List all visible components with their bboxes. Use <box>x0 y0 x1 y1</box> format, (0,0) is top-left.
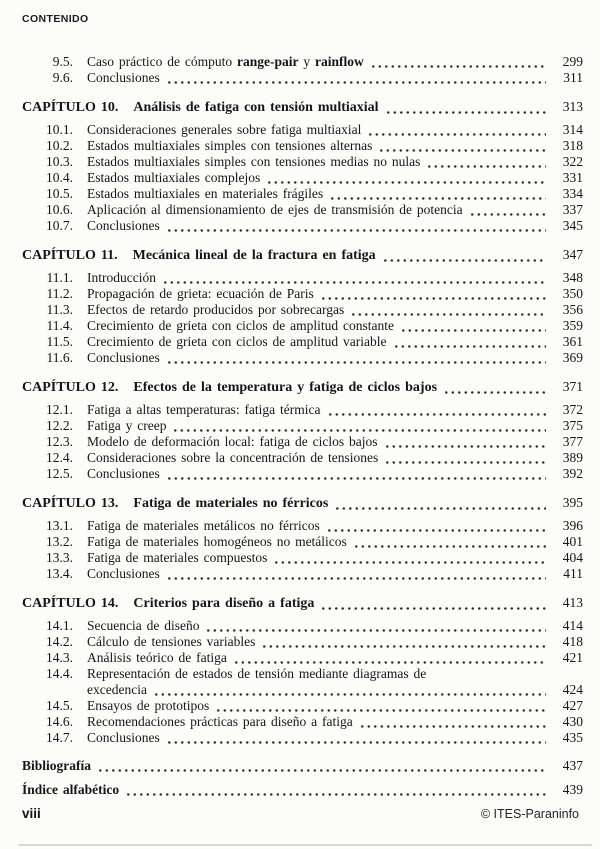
entry-title-run: Estados multiaxiales complejos <box>87 170 261 185</box>
dot-leader <box>168 81 546 84</box>
dot-leader <box>336 507 546 510</box>
page-number: 401 <box>562 534 583 549</box>
chapter-heading <box>22 379 583 396</box>
toc-entry <box>22 54 583 70</box>
toc-entry <box>22 302 583 318</box>
entry-title-run: Conclusiones <box>87 350 160 365</box>
dot-leader <box>329 413 546 416</box>
entry-title <box>87 318 394 334</box>
chapter-label: CAPÍTULO 11. <box>22 248 118 263</box>
entry-title-run: Estados multiaxiales simples con tensiones alternas <box>87 138 373 153</box>
scan-edge-artifact <box>18 844 592 846</box>
entry-title-run: Ensayos de prototipos <box>87 698 210 713</box>
dot-leader <box>352 313 546 316</box>
dot-leader <box>268 181 546 184</box>
page-number: 311 <box>563 70 583 85</box>
entry-number: 10.1. <box>46 122 73 137</box>
entry-title <box>87 186 323 202</box>
dot-leader <box>471 213 546 216</box>
entry-title-run: Estados multiaxiales en materiales frágiles <box>87 186 324 201</box>
entry-number: 10.5. <box>46 186 73 201</box>
entry-title-run: Conclusiones <box>87 70 160 85</box>
dot-leader <box>380 149 546 152</box>
toc-entry <box>22 450 583 466</box>
back-matter <box>22 758 583 798</box>
entry-title-run: Representación de estados de tensión mediante diagramas de <box>87 666 427 681</box>
entry-title <box>87 350 160 366</box>
toc-group <box>22 247 583 366</box>
dot-leader <box>386 461 546 464</box>
page-number: 395 <box>562 495 583 510</box>
page-number: 389 <box>562 450 583 465</box>
entry-number: 12.2. <box>46 418 73 433</box>
entry-number: 11.3. <box>46 302 73 317</box>
entry-title <box>87 302 344 318</box>
dot-leader <box>322 297 546 300</box>
page-number: 421 <box>562 650 583 665</box>
back-matter-entry <box>22 758 583 774</box>
entry-title-run: Caso práctico de cómputo <box>87 54 237 69</box>
page-number: 377 <box>562 434 583 449</box>
entry-title-run: Consideraciones generales sobre fatiga multiaxial <box>87 122 362 137</box>
entry-title-run: Recomendaciones prácticas para diseño a fatiga <box>87 714 353 729</box>
entry-title-run: Crecimiento de grieta con ciclos de amplitud variable <box>87 334 387 349</box>
dot-leader <box>168 477 546 480</box>
page-number: 369 <box>562 350 583 365</box>
chapter-title: Análisis de fatiga con tensión multiaxial <box>133 100 379 115</box>
folio-page-number: viii <box>22 806 41 821</box>
running-header: CONTENIDO <box>22 13 89 25</box>
toc-entry <box>22 534 583 550</box>
entry-title-run: rainflow <box>314 54 364 69</box>
chapter-title: Efectos de la temperatura y fatiga de ciclos bajos <box>133 380 438 395</box>
entry-title <box>87 698 209 714</box>
page-number: 424 <box>562 682 583 697</box>
entry-title-run: Secuencia de diseño <box>87 618 200 633</box>
page-number: 334 <box>562 186 583 201</box>
chapter-label: CAPÍTULO 12. <box>22 380 119 395</box>
entry-title <box>87 434 378 450</box>
toc-entry <box>22 286 583 302</box>
entry-title-run: Estados multiaxiales simples con tensiones medias no nulas <box>87 154 421 169</box>
toc-entry <box>22 666 583 682</box>
dot-leader <box>275 561 546 564</box>
entry-title <box>87 218 160 234</box>
dot-leader <box>428 165 546 168</box>
dot-leader <box>445 391 546 394</box>
chapter-heading <box>22 595 583 612</box>
toc-entry <box>22 138 583 154</box>
page-number: 345 <box>562 218 583 233</box>
toc-entry <box>22 634 583 650</box>
chapter-label: CAPÍTULO 13. <box>22 496 119 511</box>
entry-title-run: Análisis teórico de fatiga <box>87 650 227 665</box>
dot-leader <box>263 645 546 648</box>
toc-entry <box>22 650 583 666</box>
dot-leader <box>99 769 546 772</box>
page-number: 318 <box>562 138 583 153</box>
entry-number: 10.4. <box>46 170 73 185</box>
page-number: 414 <box>562 618 583 633</box>
toc-group <box>22 495 583 582</box>
chapter-title: Fatiga de materiales no férricos <box>133 496 329 511</box>
page-number: 411 <box>563 566 583 581</box>
entry-title <box>87 334 387 350</box>
toc-list <box>22 54 583 798</box>
dot-leader <box>331 197 546 200</box>
entry-title-run: Consideraciones sobre la concentración de tensiones <box>87 450 379 465</box>
dot-leader <box>168 229 546 232</box>
entry-title-run: Propagación de grieta: ecuación de Paris <box>87 286 314 301</box>
entry-number: 9.6. <box>52 70 73 85</box>
entry-number: 12.4. <box>46 450 73 465</box>
toc-entry <box>22 318 583 334</box>
entry-number: 12.3. <box>46 434 73 449</box>
entry-number: 14.3. <box>46 650 73 665</box>
entry-title <box>87 566 160 582</box>
entry-title <box>87 466 160 482</box>
entry-title <box>87 450 378 466</box>
chapter-heading <box>22 99 583 116</box>
entry-title-run: Fatiga de materiales compuestos <box>87 550 268 565</box>
chapter-label: CAPÍTULO 10. <box>22 100 119 115</box>
entry-title-run: Cálculo de tensiones variables <box>87 634 256 649</box>
entry-number: 13.1. <box>46 518 73 533</box>
entry-title-run: Conclusiones <box>87 218 160 233</box>
entry-title-run: Fatiga de materiales homogéneos no metálicos <box>87 534 347 549</box>
page-number: 350 <box>562 286 583 301</box>
entry-title <box>87 286 314 302</box>
toc-group <box>22 379 583 482</box>
toc-entry <box>22 618 583 634</box>
dot-leader <box>168 741 546 744</box>
entry-number: 14.4. <box>46 666 73 681</box>
page-number: 372 <box>562 402 583 417</box>
page-number: 359 <box>562 318 583 333</box>
entry-number: 14.2. <box>46 634 73 649</box>
dot-leader <box>386 445 546 448</box>
entry-number: 12.1. <box>46 402 73 417</box>
entry-title <box>87 202 463 218</box>
toc-entry <box>22 434 583 450</box>
entry-title-run: Conclusiones <box>87 466 160 481</box>
dot-leader <box>127 793 546 796</box>
entry-title-run: Efectos de retardo producidos por sobrecargas <box>87 302 345 317</box>
toc-entry <box>22 550 583 566</box>
toc-entry <box>22 466 583 482</box>
page-number: 427 <box>562 698 583 713</box>
entry-title-run: Introducción <box>87 270 156 285</box>
page-number: 413 <box>562 595 583 610</box>
toc-entry <box>22 402 583 418</box>
entry-title <box>87 70 160 86</box>
toc-entry <box>22 154 583 170</box>
entry-title-continuation: excedencia <box>87 682 147 697</box>
dot-leader <box>217 709 546 712</box>
entry-title <box>87 534 347 550</box>
entry-title <box>87 714 353 730</box>
chapter-heading <box>22 495 583 512</box>
page-number: 371 <box>562 379 583 394</box>
page-number: 356 <box>562 302 583 317</box>
entry-number: 10.7. <box>46 218 73 233</box>
chapter-heading <box>22 247 583 264</box>
dot-leader <box>395 345 546 348</box>
entry-title-run: Conclusiones <box>87 730 160 745</box>
toc-entry <box>22 698 583 714</box>
entry-number: 10.6. <box>46 202 73 217</box>
dot-leader <box>372 65 546 68</box>
entry-title <box>87 122 361 138</box>
dot-leader <box>235 661 546 664</box>
entry-title-run: Crecimiento de grieta con ciclos de amplitud constante <box>87 318 395 333</box>
entry-title-run: Modelo de deformación local: fatiga de ciclos bajos <box>87 434 378 449</box>
entry-title <box>87 54 364 70</box>
dot-leader <box>402 329 546 332</box>
entry-number: 11.5. <box>46 334 73 349</box>
page-number: 437 <box>562 758 583 773</box>
toc-group <box>22 99 583 234</box>
entry-title <box>87 650 227 666</box>
entry-title <box>87 138 372 154</box>
entry-title <box>87 402 321 418</box>
dot-leader <box>168 361 546 364</box>
entry-title-run: Fatiga a altas temperaturas: fatiga térmica <box>87 402 321 417</box>
toc-entry <box>22 170 583 186</box>
dot-leader <box>168 577 546 580</box>
toc-entry <box>22 218 583 234</box>
page-number: 439 <box>562 782 583 797</box>
entry-title <box>87 666 426 682</box>
entry-title <box>87 730 160 746</box>
page-number: 313 <box>562 99 583 114</box>
toc-entry <box>22 350 583 366</box>
toc-group <box>22 54 583 86</box>
entry-title <box>87 518 320 534</box>
entry-number: 13.4. <box>46 566 73 581</box>
entry-number: 13.3. <box>46 550 73 565</box>
page-number: 430 <box>562 714 583 729</box>
toc-entry <box>22 334 583 350</box>
toc-group <box>22 595 583 746</box>
page-number: 396 <box>562 518 583 533</box>
entry-number: 9.5. <box>52 54 73 69</box>
publisher-imprint: © ITES-Paraninfo <box>480 807 579 821</box>
page-number: 404 <box>562 550 583 565</box>
dot-leader <box>387 111 546 114</box>
entry-title-run: y <box>298 54 315 69</box>
page-number: 331 <box>562 170 583 185</box>
dot-leader <box>207 629 546 632</box>
toc-entry <box>22 418 583 434</box>
page-number: 392 <box>562 466 583 481</box>
dot-leader <box>328 529 546 532</box>
toc-entry <box>22 202 583 218</box>
entry-title <box>87 550 267 566</box>
dot-leader <box>369 133 546 136</box>
entry-number: 14.6. <box>46 714 73 729</box>
dot-leader <box>164 281 546 284</box>
entry-title <box>87 418 166 434</box>
page-number: 375 <box>562 418 583 433</box>
entry-number: 11.2. <box>46 286 73 301</box>
dot-leader <box>384 259 546 262</box>
toc-entry <box>22 70 583 86</box>
page-number: 348 <box>562 270 583 285</box>
toc-entry-continuation <box>22 682 583 698</box>
toc-entry <box>22 122 583 138</box>
page-number: 337 <box>562 202 583 217</box>
toc-entry <box>22 730 583 746</box>
entry-number: 10.2. <box>46 138 73 153</box>
back-matter-title: Índice alfabético <box>22 782 120 797</box>
page-number: 322 <box>562 154 583 169</box>
dot-leader <box>322 607 546 610</box>
toc-entry <box>22 566 583 582</box>
entry-title-run: Aplicación al dimensionamiento de ejes de transmisión de potencia <box>87 202 463 217</box>
entry-title <box>87 634 255 650</box>
entry-title <box>87 270 156 286</box>
dot-leader <box>174 429 546 432</box>
entry-number: 13.2. <box>46 534 73 549</box>
dot-leader <box>355 545 546 548</box>
entry-title <box>87 170 260 186</box>
entry-title <box>87 618 199 634</box>
chapter-title: Criterios para diseño a fatiga <box>133 596 315 611</box>
chapter-label: CAPÍTULO 14. <box>22 596 119 611</box>
entry-number: 11.4. <box>46 318 73 333</box>
page-number: 299 <box>562 54 583 69</box>
back-matter-entry <box>22 782 583 798</box>
dot-leader <box>155 693 546 696</box>
back-matter-title: Bibliografía <box>22 758 92 773</box>
toc-entry <box>22 518 583 534</box>
entry-title <box>87 154 420 170</box>
entry-title-run: range-pair <box>236 54 299 69</box>
toc-entry <box>22 270 583 286</box>
entry-number: 14.1. <box>46 618 73 633</box>
chapter-title: Mecánica lineal de la fractura en fatiga <box>132 248 376 263</box>
entry-number: 14.7. <box>46 730 73 745</box>
entry-number: 11.1. <box>46 270 73 285</box>
entry-number: 12.5. <box>46 466 73 481</box>
entry-title-run: Conclusiones <box>87 566 160 581</box>
page-number: 435 <box>562 730 583 745</box>
page-number: 361 <box>562 334 583 349</box>
entry-number: 10.3. <box>46 154 73 169</box>
dot-leader <box>361 725 546 728</box>
toc-entry <box>22 714 583 730</box>
entry-number: 14.5. <box>46 698 73 713</box>
page-number: 314 <box>562 122 583 137</box>
entry-number: 11.6. <box>46 350 73 365</box>
entry-title-run: Fatiga de materiales metálicos no férricos <box>87 518 320 533</box>
entry-title-run: Fatiga y creep <box>87 418 167 433</box>
page-number: 418 <box>562 634 583 649</box>
page-number: 347 <box>562 247 583 262</box>
toc-entry <box>22 186 583 202</box>
